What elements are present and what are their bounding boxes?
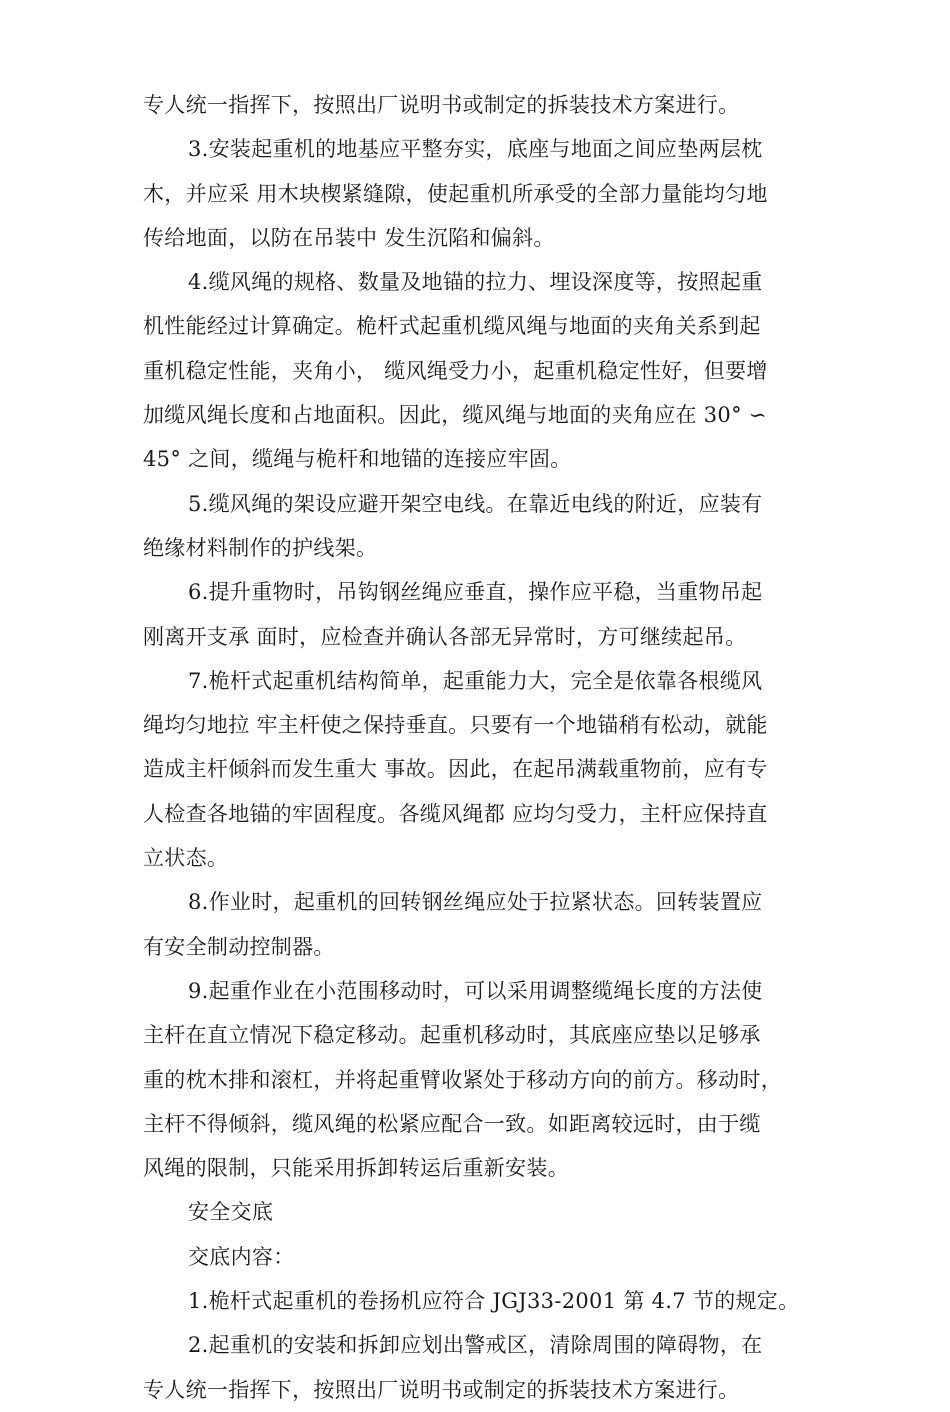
text-line: 机性能经过计算确定。桅杆式起重机缆风绳与地面的夹角关系到起: [143, 314, 761, 339]
text-line: 1.桅杆式起重机的卷扬机应符合 JGJ33-2001 第 4.7 节的规定。: [188, 1289, 800, 1314]
text-line: 传给地面，以防在吊装中 发生沉陷和偏斜。: [143, 225, 555, 250]
text-line: 主杆在直立情况下稳定移动。起重机移动时，其底座应垫以足够承: [143, 1023, 761, 1048]
text-line: 人检查各地锚的牢固程度。各缆风绳都 应均匀受力，主杆应保持直: [143, 801, 768, 826]
text-line: 重的枕木排和滚杠，并将起重臂收紧处于移动方向的前方。移动时，: [143, 1067, 782, 1092]
text-line: 3.安装起重机的地基应平整夯实，底座与地面之间应垫两层枕: [188, 137, 763, 162]
text-line: 绝缘材料制作的护线架。: [143, 535, 378, 560]
text-line: 5.缆风绳的架设应避开架空电线。在靠近电线的附近，应装有: [188, 491, 763, 516]
text-line: 6.提升重物时，吊钩钢丝绳应垂直，操作应平稳，当重物吊起: [188, 580, 763, 605]
text-line: 有安全制动控制器。: [143, 934, 335, 959]
text-line: 专人统一指挥下，按照出厂说明书或制定的拆装技术方案进行。: [143, 93, 740, 117]
text-line: 45° 之间，缆绳与桅杆和地锚的连接应牢固。: [143, 447, 572, 472]
document-body: [143, 83, 815, 1412]
text-line: 加缆风绳长度和占地面积。因此，缆风绳与地面的夹角应在 30° ∽: [143, 403, 767, 428]
text-line: 主杆不得倾斜，缆风绳的松紧应配合一致。如距离较远时，由于缆: [143, 1111, 761, 1136]
text-line: 7.桅杆式起重机结构简单，起重能力大，完全是依靠各根缆风: [188, 668, 763, 693]
text-line: 交底内容：: [188, 1244, 295, 1269]
text-line: 刚离开支承 面时，应检查并确认各部无异常时，方可继续起吊。: [143, 624, 747, 649]
text-line: 立状态。: [143, 846, 229, 871]
text-line: 安全交底: [188, 1200, 274, 1225]
text-line: 绳均匀地拉 牢主杆使之保持垂直。只要有一个地锚稍有松动，就能: [143, 713, 768, 738]
text-line: 风绳的限制，只能采用拆卸转运后重新安装。: [143, 1156, 569, 1181]
text-line: 造成主杆倾斜而发生重大 事故。因此，在起吊满载重物前，应有专: [143, 757, 768, 782]
text-line: 重机稳定性能，夹角小， 缆风绳受力小，起重机稳定性好，但要增: [143, 358, 768, 383]
text-line: 2.起重机的安装和拆卸应划出警戒区，清除周围的障碍物，在: [188, 1333, 763, 1358]
text-line: 4.缆风绳的规格、数量及地锚的拉力、埋设深度等，按照起重: [188, 270, 763, 295]
text-line: 9.起重作业在小范围移动时，可以采用调整缆绳长度的方法使: [188, 978, 763, 1003]
text-line: 8.作业时，起重机的回转钢丝绳应处于拉紧状态。回转装置应: [188, 890, 763, 915]
text-line: 专人统一指挥下，按照出厂说明书或制定的拆装技术方案进行。: [143, 1377, 740, 1402]
text-line: 木，并应采 用木块楔紧缝隙，使起重机所承受的全部力量能均匀地: [143, 181, 768, 206]
